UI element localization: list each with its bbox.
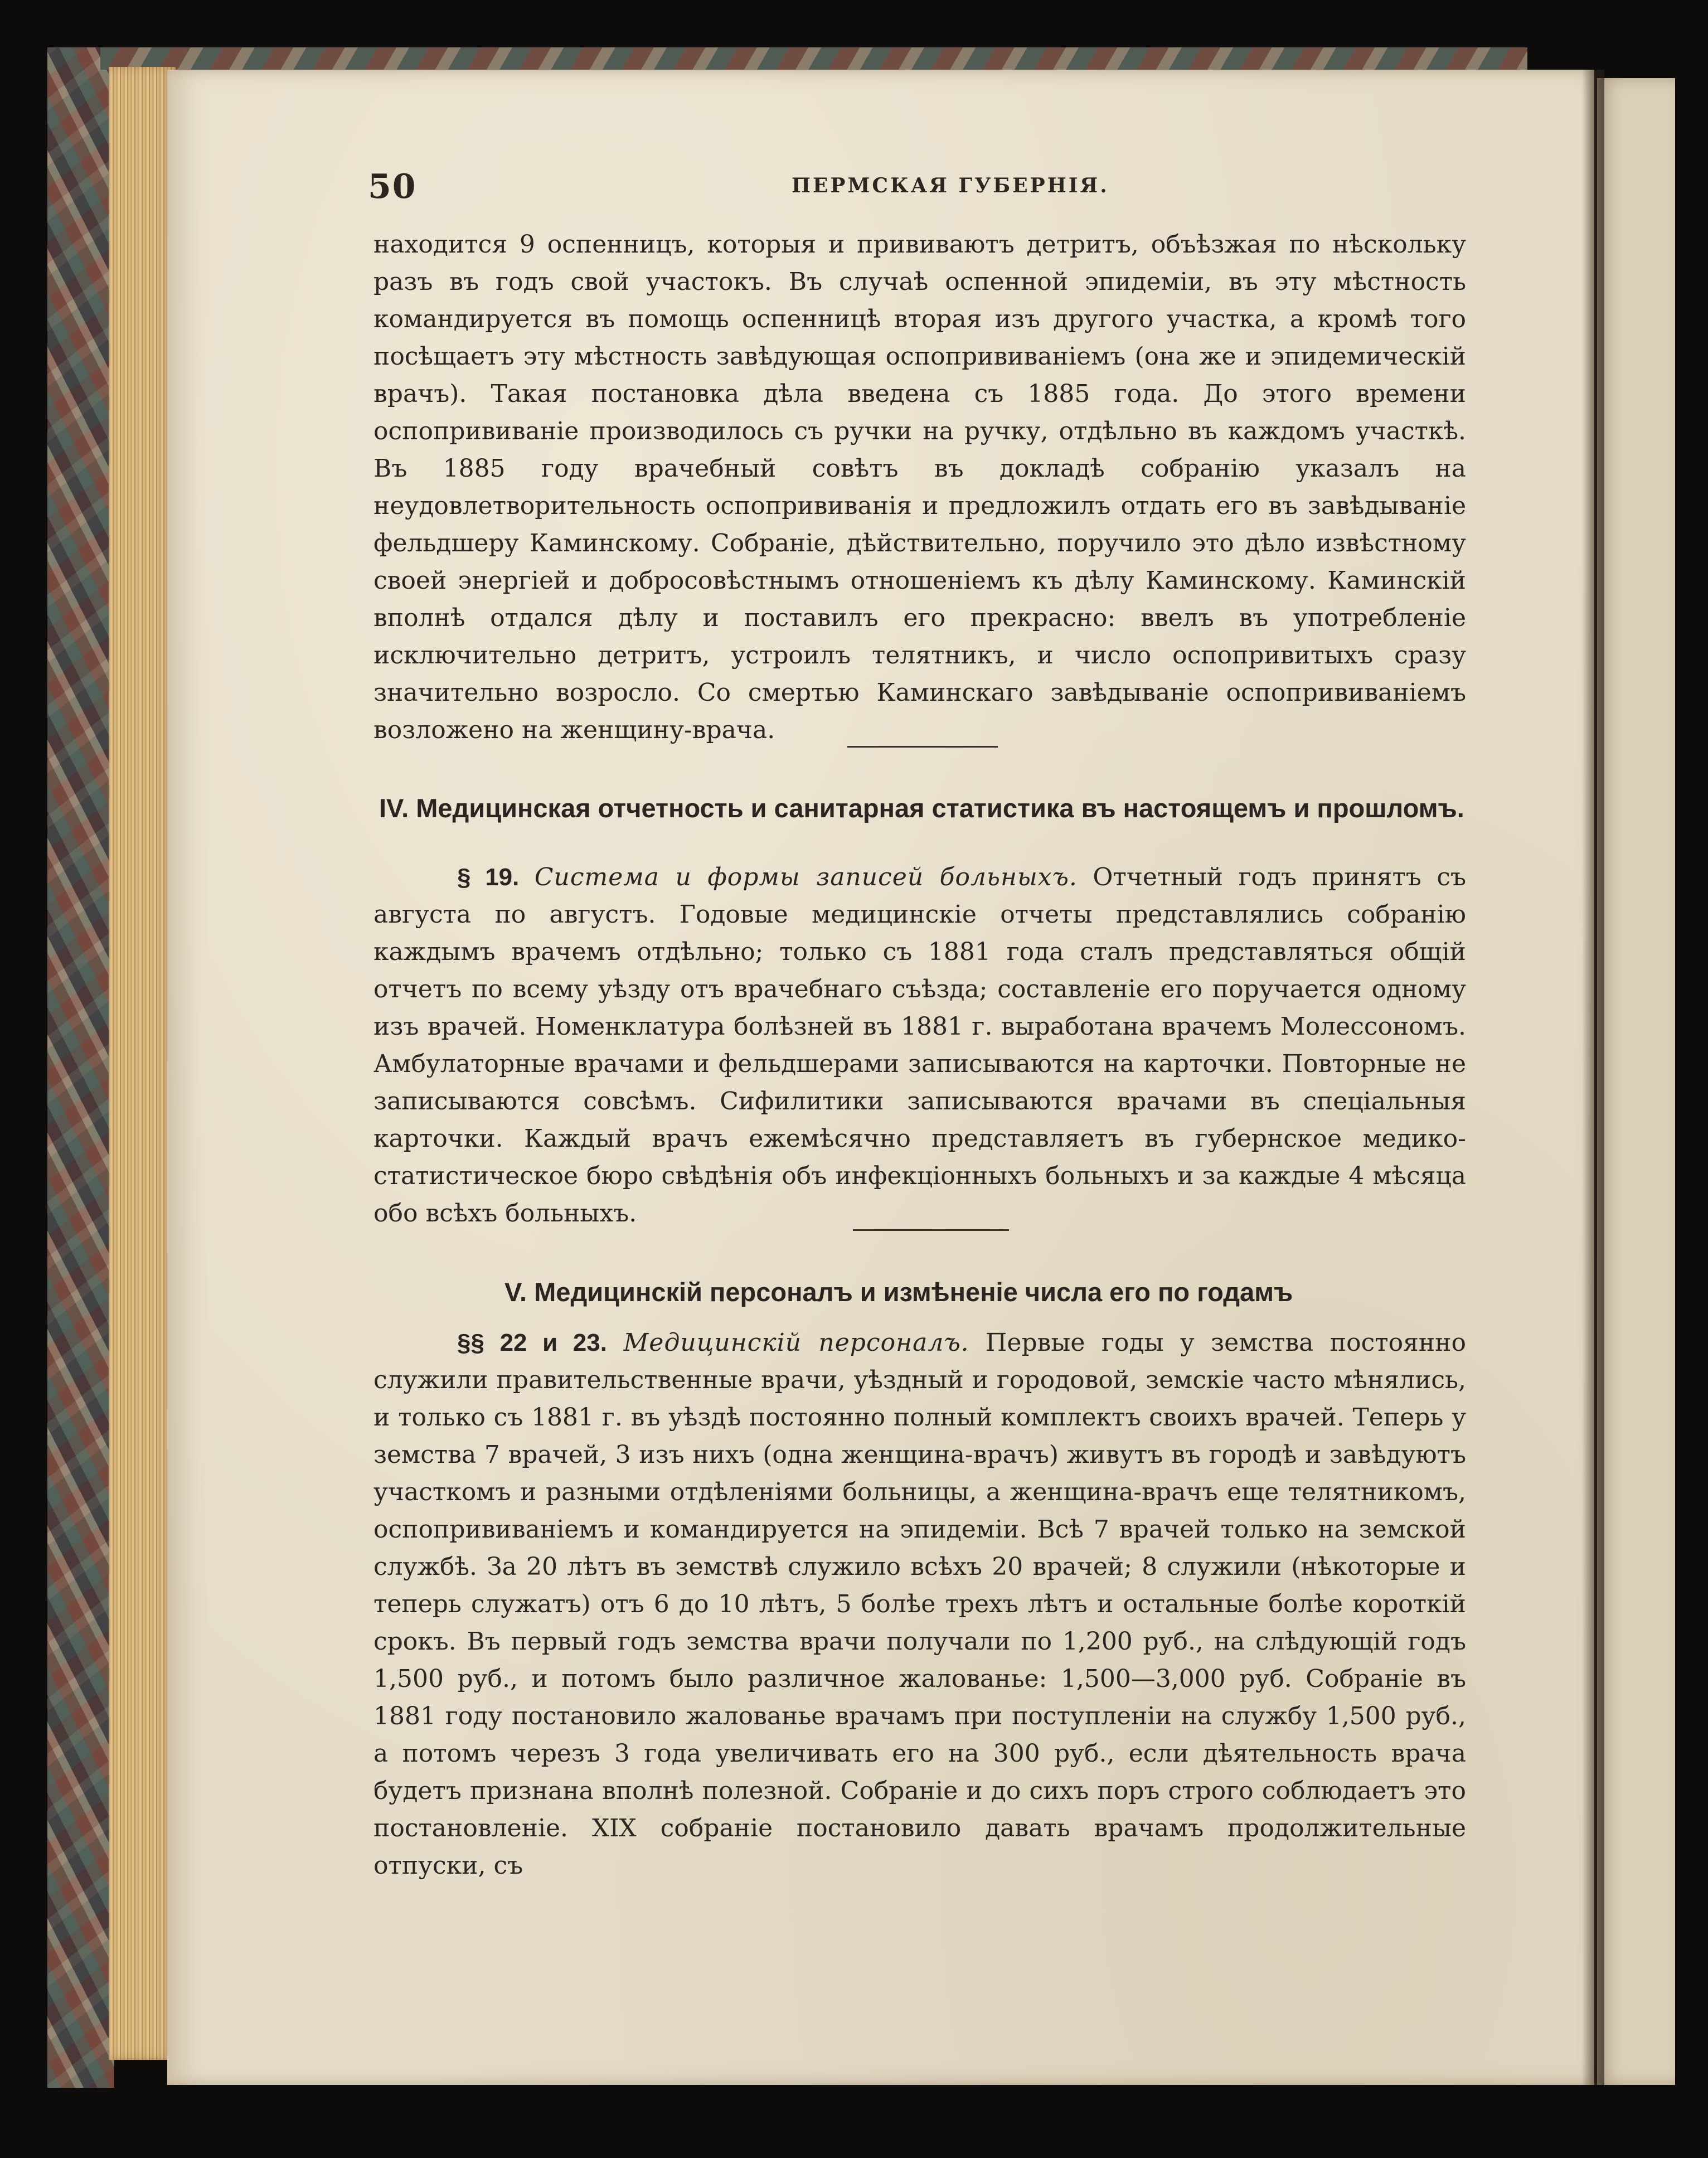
next-page-edge [1597,78,1675,2085]
page-edges-stack [109,67,176,2060]
section-divider [847,746,998,748]
paragraph-continuation [373,226,1466,749]
paragraph-title: Медицинскій персоналъ. [623,1328,969,1357]
marbled-top-edge [100,47,1527,70]
paragraph-text: Первые годы у земства постоянно служили правительственные врачи, уѣздный и городовой, земскіе часто мѣнялись, и только съ 1881 г. въ уѣздѣ постоянно полный комплектъ своихъ врачей. Теперь у земства 7 врачей, 3 изъ нихъ (одна женщина-врачъ) живутъ въ городѣ и завѣдуютъ участкомъ и разными отдѣленіями больницы, а женщина-врачъ еще телятникомъ, оспопрививаніемъ и командируется на эпидеміи. Всѣ 7 врачей только на земской службѣ. За 20 лѣтъ въ земствѣ служило всѣхъ 20 врачей; 8 служили (нѣкоторые и теперь служатъ) отъ 6 до 10 лѣтъ, 5 болѣе трехъ лѣтъ и остальные болѣе короткій срокъ. Въ первый годъ земства врачи получали по 1,200 руб., на слѣдующій годъ 1,500 руб., и потомъ было различное жалованье: 1,500—3,000 руб. Собраніе въ 1881 году постановило жалованье врачамъ при поступленіи на службу 1,500 руб., а потомъ черезъ 3 года увеличивать его на 300 руб., если дѣятельность врача будетъ признана вполнѣ полезной. Собраніе и до сихъ поръ строго соблюдаетъ это постановленіе. XIX собраніе постановило давать врачамъ продолжительные отпуски, съ [373,1328,1466,1880]
paragraph-body [373,1324,1466,1884]
paragraph-text: Отчетный годъ принятъ съ августа по августъ. Годовые медицинскіе отчеты представлялись собранію каждымъ врачемъ отдѣльно; только съ 1881 года сталъ представляться общій отчетъ по всему уѣзду отъ врачебнаго съѣзда; составленіе его поручается одному изъ врачей. Номенклатура болѣзней въ 1881 г. выработана врачемъ Молессономъ. Амбулаторные врачами и фельдшерами записываются на карточки. Повторные не записываются совсѣмъ. Сифилитики записываются врачами въ спеціальныя карточки. Каждый врачъ ежемѣсячно представляетъ въ губернское медико-статистическое бюро свѣдѣнія объ инфекціонныхъ больныхъ и за каждые 4 мѣсяца обо всѣхъ больныхъ. [373,863,1466,1228]
section-divider [853,1229,1009,1231]
section-heading-iv: IV. Медицинская отчетность и санитарная статистика въ настоящемъ и прошломъ. [379,793,1464,823]
paragraph-mark: § 19. [457,864,520,891]
paragraph-body [373,859,1466,1232]
paragraph-section-22-23 [373,1324,1466,1884]
running-head-title: ПЕРМСКАЯ ГУБЕРНІЯ. [792,174,1109,197]
page-number: 50 [368,167,417,206]
paragraph-mark: §§ 22 и 23. [457,1329,607,1356]
section-heading-v: V. Медицинскій персоналъ и измѣненіе числа его по годамъ [504,1277,1293,1307]
page-gutter-shadow [1582,70,1604,2085]
marbled-cover-edge [47,47,114,2088]
paragraph-section-19 [373,859,1466,1232]
paragraph-title: Система и формы записей больныхъ. [534,863,1078,891]
running-head [368,167,1483,212]
paragraph-text: находится 9 оспенницъ, которыя и прививаютъ детритъ, объѣзжая по нѣскольку разъ въ годъ свой участокъ. Въ случаѣ оспенной эпидеміи, въ эту мѣстность командируется въ помощь оспенницѣ вторая изъ другого участка, а кромѣ того посѣщаетъ эту мѣстность завѣдующая оспопрививаніемъ (она же и эпидемическій врачъ). Такая постановка дѣла введена съ 1885 года. До этого времени оспопрививаніе производилось съ ручки на ручку, отдѣльно въ каждомъ участкѣ. Въ 1885 году врачебный совѣтъ въ докладѣ собранію указалъ на неудовлетворительность оспопрививанія и предложилъ отдать его въ завѣдываніе фельдшеру Каминскому. Собраніе, дѣйствительно, поручило это дѣло извѣстному своей энергіей и добросовѣстнымъ отношеніемъ къ дѣлу Каминскому. Каминскій вполнѣ отдался дѣлу и поставилъ его прекрасно: ввелъ въ употребленіе исключительно детритъ, устроилъ телятникъ, и число оспопривитыхъ сразу значительно возросло. Со смертью Каминскаго завѣдываніе оспопрививаніемъ возложено на женщину-врача. [373,230,1466,744]
